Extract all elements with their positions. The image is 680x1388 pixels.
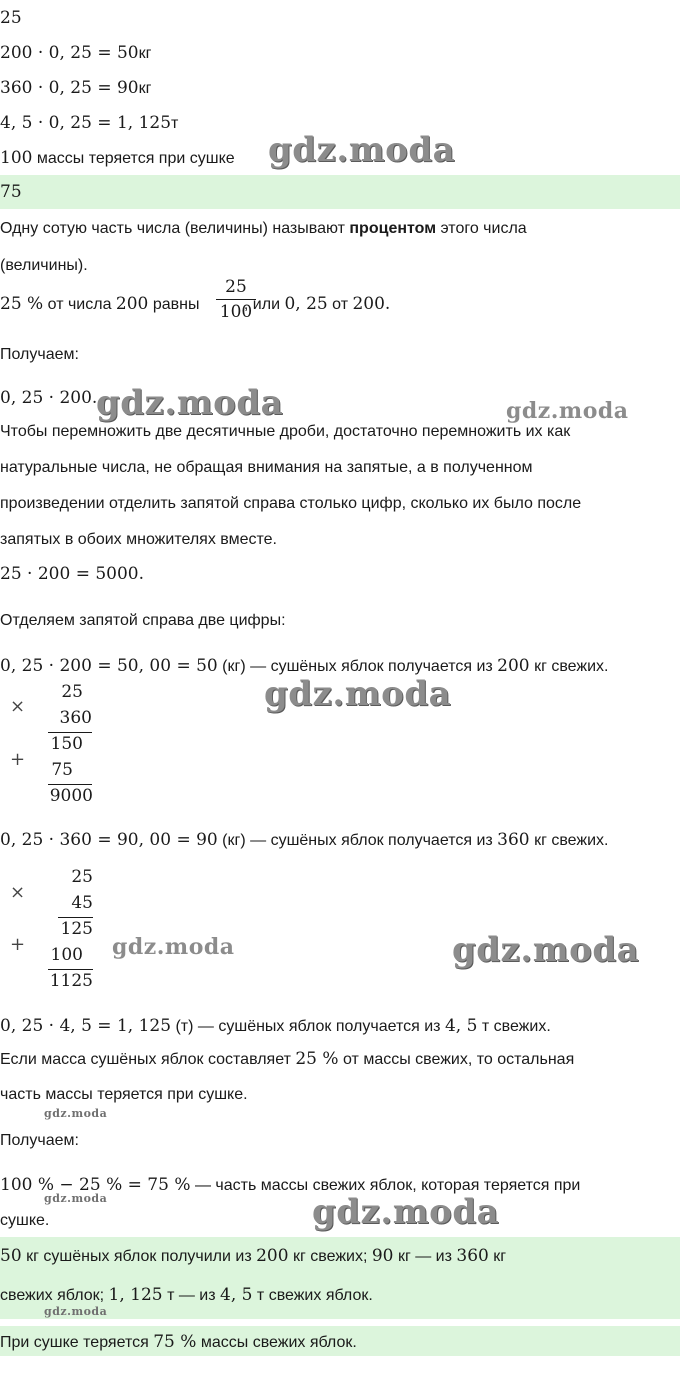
watermark-10: gdz.moda: [44, 1305, 108, 1318]
mult2-row-3: 125: [60, 919, 93, 939]
rule-line-1: Чтобы перемножить две десятичные дроби, достаточно перемножить их как: [0, 423, 571, 440]
mult1-row-5: 9000: [49, 786, 93, 806]
conclusion-line: При сушке теряется 75 % массы свежих яблок.: [0, 1332, 357, 1352]
loss-line-2: часть массы теряется при сушке.: [0, 1086, 248, 1103]
watermark-5: gdz.moda: [112, 934, 235, 960]
answer-line-200: 200 · 0, 25 = 50кг: [0, 43, 152, 63]
rule-line-2: натуральные числа, не обращая внимания на запятые, а в полученном: [0, 459, 533, 476]
watermark-7: gdz.moda: [44, 1107, 108, 1120]
mult2-row-2: 45: [71, 893, 93, 913]
mult1-line-2: [48, 784, 92, 785]
plus-sign-2: +: [10, 934, 26, 955]
result-line-3: 0, 25 · 4, 5 = 1, 125 (т) — сушёных яблок получается из 4, 5 т свежих.: [0, 1016, 551, 1036]
definition-line-3: 25 % от числа 200 равны , или 0, 25 от 200.: [0, 294, 391, 314]
fraction-bar: [216, 299, 256, 300]
fraction-25-100: [216, 277, 256, 322]
watermark-2: gdz.moda: [96, 383, 284, 423]
rule-line-4: запятых в обоих множителях вместе.: [0, 531, 277, 548]
watermark-1: gdz.moda: [268, 130, 456, 170]
get-label-2: Получаем:: [0, 1132, 79, 1149]
percent-line-2: сушке.: [0, 1212, 50, 1229]
mult2-row-1: 25: [71, 867, 93, 887]
mult2-row-4: 100: [50, 945, 83, 965]
answer-line-loss: 100 массы теряется при сушке: [0, 148, 235, 168]
answer-line-360: 360 · 0, 25 = 90кг: [0, 78, 152, 98]
summary-line-1: 50 кг сушёных яблок получили из 200 кг свежих; 90 кг — из 360 кг: [0, 1246, 507, 1266]
mult2-line-1: [58, 917, 93, 918]
mult2-line-2: [48, 969, 93, 970]
fraction-numerator: 25: [225, 277, 247, 297]
mult2-row-5: 1125: [49, 971, 93, 991]
fraction-denominator: 100: [219, 302, 253, 322]
mult1-row-4: 75: [51, 760, 73, 780]
separate-label: Отделяем запятой справа две цифры:: [0, 612, 286, 629]
watermark-9: gdz.moda: [312, 1192, 500, 1232]
expression-25-200: 25 · 200 = 5000.: [0, 564, 145, 584]
watermark-8: gdz.moda: [44, 1192, 108, 1205]
get-label-1: Получаем:: [0, 346, 79, 363]
watermark-6: gdz.moda: [452, 930, 640, 970]
times-sign-1: ×: [10, 696, 26, 717]
answer-line-4-5: 4, 5 · 0, 25 = 1, 125т: [0, 113, 179, 133]
plus-sign-1: +: [10, 749, 26, 770]
expression-0-25-200: 0, 25 · 200.: [0, 388, 98, 408]
mult1-line-1: [48, 732, 92, 733]
times-sign-2: ×: [10, 882, 26, 903]
mult1-row-2: 360: [59, 708, 92, 728]
mult1-row-1: 25: [61, 682, 83, 702]
rule-line-3: произведении отделить запятой справа столько цифр, сколько их было после: [0, 495, 582, 512]
watermark-4: gdz.moda: [264, 674, 452, 714]
mult1-row-3: 150: [50, 734, 83, 754]
percent-line-1: 100 % − 25 % = 75 % — часть массы свежих яблок, которая теряется при: [0, 1175, 581, 1195]
summary-line-2: свежих яблок; 1, 125 т — из 4, 5 т свежих яблок.: [0, 1285, 373, 1305]
definition-line-2: (величины).: [0, 257, 88, 274]
definition-line-1: Одну сотую часть числа (величины) называют процентом этого числа: [0, 220, 527, 237]
loss-line-1: Если масса сушёных яблок составляет 25 % от массы свежих, то остальная: [0, 1049, 575, 1069]
answer-line-25: 25: [0, 8, 22, 28]
watermark-3: gdz.moda: [506, 398, 629, 424]
answer-75: 75: [0, 182, 22, 202]
result-line-1: 0, 25 · 200 = 50, 00 = 50 (кг) — сушёных яблок получается из 200 кг свежих.: [0, 656, 609, 676]
answer-band-75: [0, 175, 680, 209]
result-line-2: 0, 25 · 360 = 90, 00 = 90 (кг) — сушёных яблок получается из 360 кг свежих.: [0, 830, 609, 850]
